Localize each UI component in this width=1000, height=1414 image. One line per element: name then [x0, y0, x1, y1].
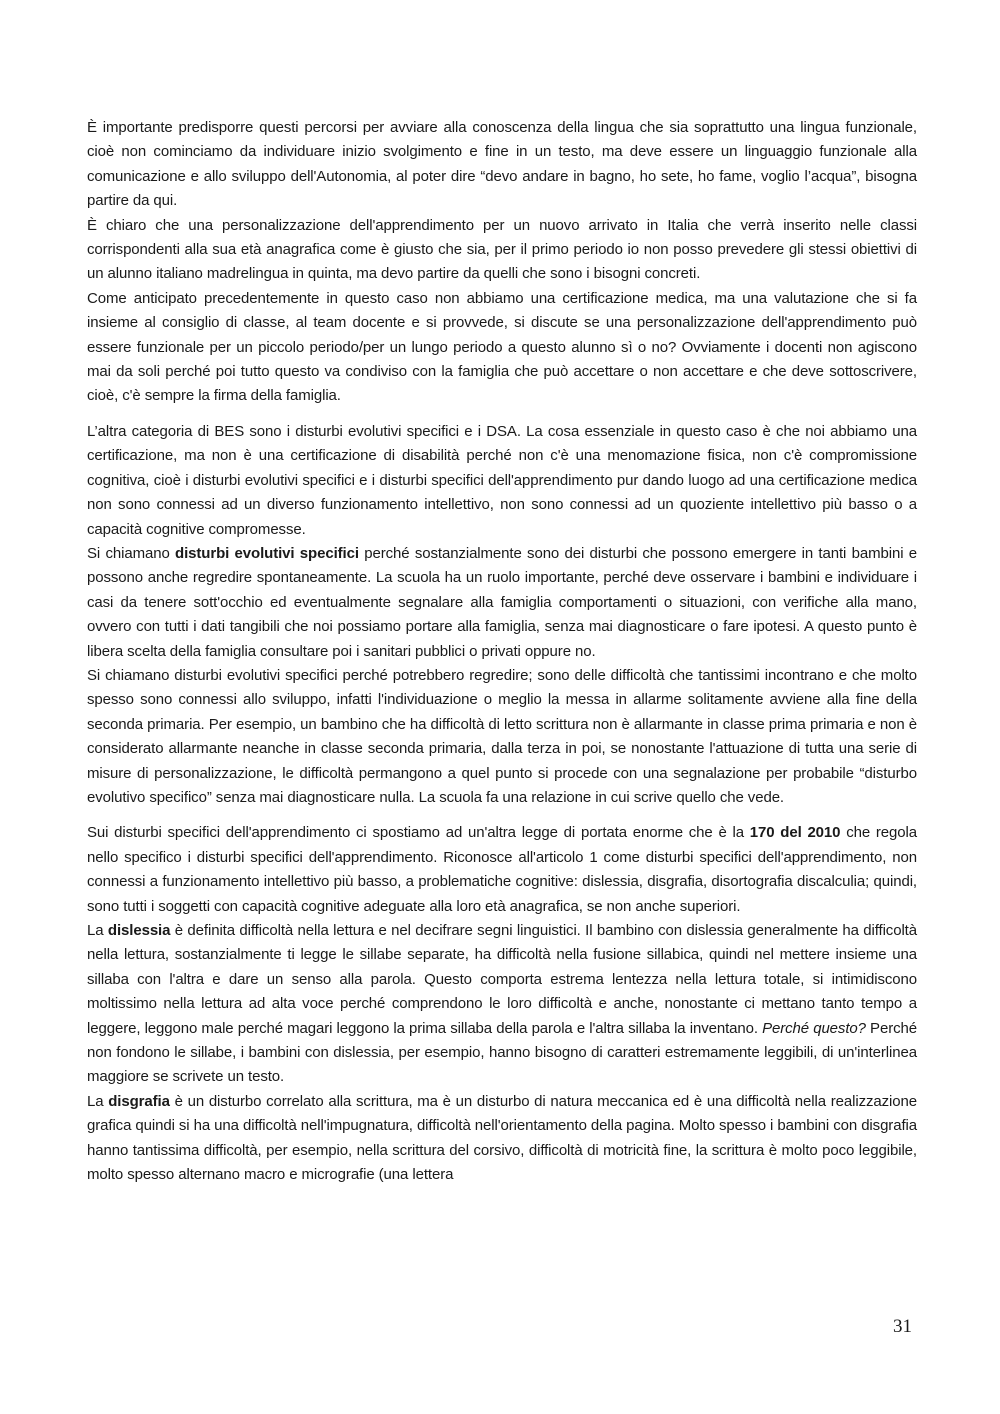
- page-number: 31: [893, 1316, 912, 1337]
- text-run: Perché non fondono le sillabe, i bambini con dislessia, per esempio, hanno bisogno di caratteri estremamente leggibili, di un'interlinea maggiore se scrivete un testo.: [87, 1019, 917, 1086]
- paragraph-personalization: È chiaro che una personalizzazione dell'apprendimento per un nuovo arrivato in Italia che verrà inserito nelle classi corrispondenti alla sua età anagrafica come è giusto che sia, per il primo periodo io non posso prevedere gli stessi obiettivi di un alunno italiano madrelingua in quinta, ma devo partire da quelli che sono i bisogni concreti.: [87, 216, 917, 283]
- paragraph-language-paths: È importante predisporre questi percorsi per avviare alla conoscenza della lingua che sia soprattutto una lingua funzionale, cioè non cominciamo da individuare inizio svolgimento e fine in un testo, ma deve essere un linguaggio funzionale alla comunicazione e allo sviluppo dell'Autonomia, al poter dire “devo andare in bagno, ho sete, ho fame, voglio l’acqua”, bisogna partire da qui.: [87, 119, 917, 210]
- paragraph-bes-category: L’altra categoria di BES sono i disturbi evolutivi specifici e i DSA. La cosa essenziale in questo caso è che noi abbiamo una certificazione, ma non è una certificazione di disabilità perché non c'è una menomazione fisica, non c'è compromissione cognitiva, cioè i disturbi evolutivi specifici e i disturbi specifici dell'apprendimento pur dando luogo ad una certificazione medica non sono connessi ad un diverso funzionamento intellettivo, non sono connessi ad un quoziente intellettivo più basso o a capacità cognitive compromesse.: [87, 422, 917, 538]
- paragraph-regression: Si chiamano disturbi evolutivi specifici perché potrebbero regredire; sono delle difficoltà che tantissimi incontrano e che molto spesso sono connessi allo sviluppo, infatti l'individuazione o meglio la messa in allarme solitamente avviene alla fine della seconda primaria. Per esempio, un bambino che ha difficoltà di letto scrittura non è allarmante in classe prima primaria e non è considerato allarmante neanche in classe seconda primaria, dalla terza in poi, se nonostante l'attuazione di tutta una serie di misure di personalizzazione, le difficoltà permangono a quel punto si procede con una segnalazione per probabile “disturbo evolutivo specifico” senza mai diagnosticare nulla. La scuola fa una relazione in cui scrive quello che vede.: [87, 666, 917, 806]
- paragraph-law-170: [87, 821, 917, 919]
- text-run: La: [87, 1092, 109, 1110]
- paragraph-dyslexia: [87, 919, 917, 1090]
- bold-term: dislessia: [107, 922, 171, 939]
- bold-term: disturbi evolutivi specifici: [175, 544, 359, 562]
- paragraph-dysgraphia: [87, 1090, 917, 1188]
- paragraph-class-council: Come anticipato precedentemente in questo caso non abbiamo una certificazione medica, ma una valutazione che si fa insieme al consiglio di classe, al team docente e si provvede, si discute se una personalizzazione dell'apprendimento può essere funzionale per un piccolo periodo/per un lungo periodo a questo alunno sì o no? Ovviamente i docenti non agiscono mai da soli perché poi tutto questo va condiviso con la famiglia che può accettare o non accettare e che deve sottoscrivere, cioè, c'è sempre la firma della famiglia.: [87, 289, 917, 405]
- paragraph-specific-disorders: [87, 542, 917, 664]
- bold-term: 170 del 2010: [749, 824, 841, 842]
- italic-question: Perché questo?: [762, 1019, 866, 1037]
- text-run: che regola nello specifico i disturbi specifici dell'apprendimento. Riconosce all'articolo 1 come disturbi specifici dell'apprendimento, non connessi a funzionamento intellettivo più basso, a problematiche cognitive: dislessia, disgrafia, disortografia discalculia; quindi, sono tutti i soggetti con capacità cognitive adeguate alla loro età anagrafica, se non anche superiori.: [87, 824, 917, 915]
- text-run: perché sostanzialmente sono dei disturbi che possono emergere in tanti bambini e possono anche regredire spontaneamente. La scuola ha un ruolo importante, perché deve osservare i bambini e individuare i casi da tenere sott'occhio ed eventualmente segnalare alla famiglia comportamenti o situazioni, con verifiche alla mano, ovvero con tutti i dati tangibili che noi possiamo portare alla famiglia, senza mai diagnosticare o fare ipotesi. A questo punto è libera scelta della famiglia consultare poi i sanitari pubblici o privati oppure no.: [87, 544, 917, 660]
- text-run: è definita difficoltà nella lettura e nel decifrare segni linguistici. Il bambino con dislessia generalmente ha difficoltà nella lettura, sostanzialmente ti legge le sillabe separate, ha difficoltà nella fusione sillabica, quindi nel mettere insieme una sillaba con l'altra e dare un senso alla parola. Questo comporta estrema lentezza nella lettura totale, si intimidiscono moltissimo nella lettura ad alta voce perché comprendono le loro difficoltà e anche, nonostante ci mettano tanto tempo a leggere, leggono male perché magari leggono la prima sillaba della parola e l'altra sillaba la inventano.: [87, 922, 917, 1037]
- bold-term: disgrafia: [108, 1092, 170, 1110]
- text-run: Sui disturbi specifici dell'apprendimento ci spostiamo ad un'altra legge di portata enorme che è la: [87, 824, 750, 842]
- text-run: La: [87, 922, 108, 939]
- paragraph-gap: [87, 409, 917, 420]
- paragraph-gap: [87, 810, 917, 821]
- text-run: è un disturbo correlato alla scrittura, ma è un disturbo di natura meccanica ed è una difficoltà nella realizzazione grafica quindi si ha una difficoltà nell'impugnatura, difficoltà nell'orientamento della pagina. Molto spesso i bambini con disgrafia hanno tantissima difficoltà, per esempio, nella scrittura del corsivo, difficoltà di motricità fine, la scrittura è molto poco leggibile, molto spesso alternano macro e micrografie (una lettera: [87, 1092, 917, 1184]
- text-run: Si chiamano: [87, 544, 176, 562]
- document-page: [87, 116, 917, 1187]
